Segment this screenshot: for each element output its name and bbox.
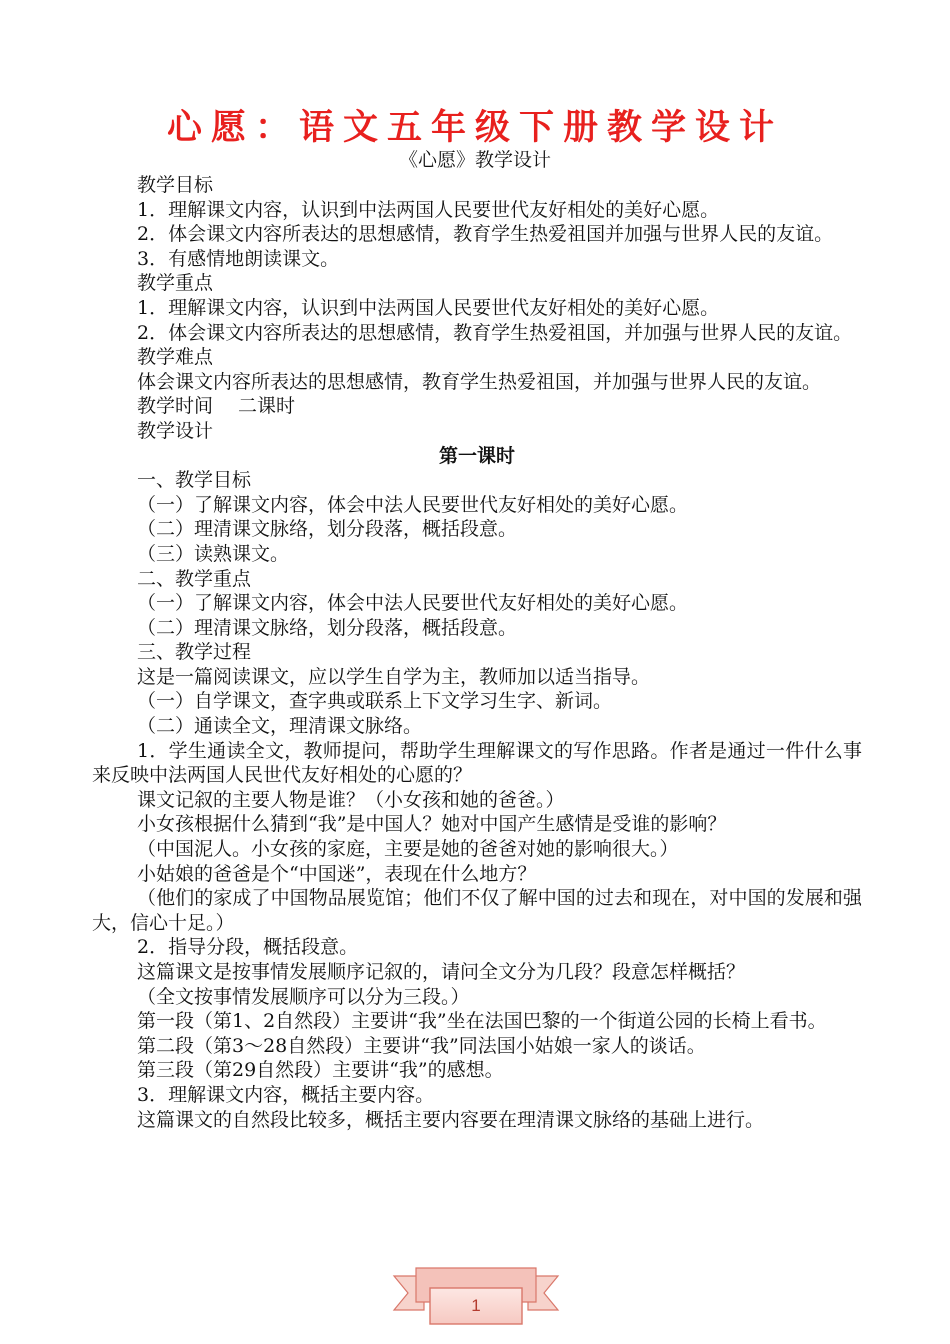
paragraph: 这是一篇阅读课文，应以学生自学为主，教师加以适当指导。 [137,665,651,688]
heading-difficulties: 教学难点 [137,346,214,369]
paragraph: 3．有感情地朗读课文。 [137,247,340,270]
paragraph: 这篇课文是按事情发展顺序记叙的，请问全文分为几段？段意怎样概括？ [137,961,746,983]
paragraph: 1．理解课文内容，认识到中法两国人民要世代友好相处的美好心愿。 [137,198,720,221]
paragraph: 1．学生通读全文，教师提问，帮助学生理解课文的写作思路。作者是通过一件什么事来反映中法两国人民世代友好相处的心愿的？ [92,739,862,787]
paragraph: 第三段（第29自然段）主要讲“我”的感想。 [137,1059,504,1082]
paragraph: （二）理清课文脉络，划分段落，概括段意。 [137,616,518,639]
paragraph: 小姑娘的爸爸是个“中国迷”，表现在什么地方？ [137,862,537,885]
paragraph: 2．体会课文内容所表达的思想感情，教育学生热爱祖国，并加强与世界人民的友谊。 [137,321,853,344]
paragraph: 1．理解课文内容，认识到中法两国人民要世代友好相处的美好心愿。 [137,296,720,319]
page-number-ribbon [390,1262,562,1332]
heading-design: 教学设计 [137,419,214,442]
paragraph: （二）通读全文，理清课文脉络。 [137,715,423,738]
paragraph: 这篇课文的自然段比较多，概括主要内容要在理清课文脉络的基础上进行。 [137,1108,765,1131]
paragraph: 3．理解课文内容，概括主要内容。 [137,1083,435,1106]
section-heading: 第一课时 [438,444,515,467]
paragraph: （一）自学课文，查字典或联系上下文学习生字、新词。 [137,690,613,713]
paragraph: 课文记叙的主要人物是谁？（小女孩和她的爸爸。） [137,788,565,811]
page-number: 1 [471,1296,481,1315]
heading-key-points: 教学重点 [137,272,214,295]
paragraph: （二）理清课文脉络，划分段落，概括段意。 [137,518,518,541]
paragraph: 三、教学过程 [137,641,252,664]
paragraph: （一）了解课文内容，体会中法人民要世代友好相处的美好心愿。 [137,592,689,615]
paragraph: 第二段（第3～28自然段）主要讲“我”同法国小姑娘一家人的谈话。 [137,1034,706,1057]
document-title: 心愿：语文五年级下册教学设计 [166,108,783,148]
paragraph: 2．指导分段，概括段意。 [137,936,359,959]
paragraph: 2．体会课文内容所表达的思想感情，教育学生热爱祖国并加强与世界人民的友谊。 [137,223,834,246]
document-body [92,173,862,1132]
paragraph: 一、教学目标 [137,469,252,492]
paragraph: 小女孩根据什么猜到“我”是中国人？她对中国产生感情是受谁的影响？ [137,813,727,836]
paragraph: 教学时间 二课时 [137,395,296,418]
paragraph: （三）读熟课文。 [137,542,290,565]
paragraph: （中国泥人。小女孩的家庭，主要是她的爸爸对她的影响很大。） [137,838,679,861]
heading-objectives: 教学目标 [137,174,214,196]
paragraph: 第一段（第1、2自然段）主要讲“我”坐在法国巴黎的一个街道公园的长椅上看书。 [137,1010,827,1033]
paragraph: （一）了解课文内容，体会中法人民要世代友好相处的美好心愿。 [137,493,689,516]
paragraph: 体会课文内容所表达的思想感情，教育学生热爱祖国，并加强与世界人民的友谊。 [137,370,822,393]
paragraph: （他们的家成了中国物品展览馆；他们不仅了解中国的过去和现在，对中国的发展和强大，信心十足。） [92,887,862,934]
document-subtitle: 《心愿》教学设计 [398,149,551,171]
paragraph: 二、教学重点 [137,567,252,590]
paragraph: （全文按事情发展顺序可以分为三段。） [137,985,470,1008]
